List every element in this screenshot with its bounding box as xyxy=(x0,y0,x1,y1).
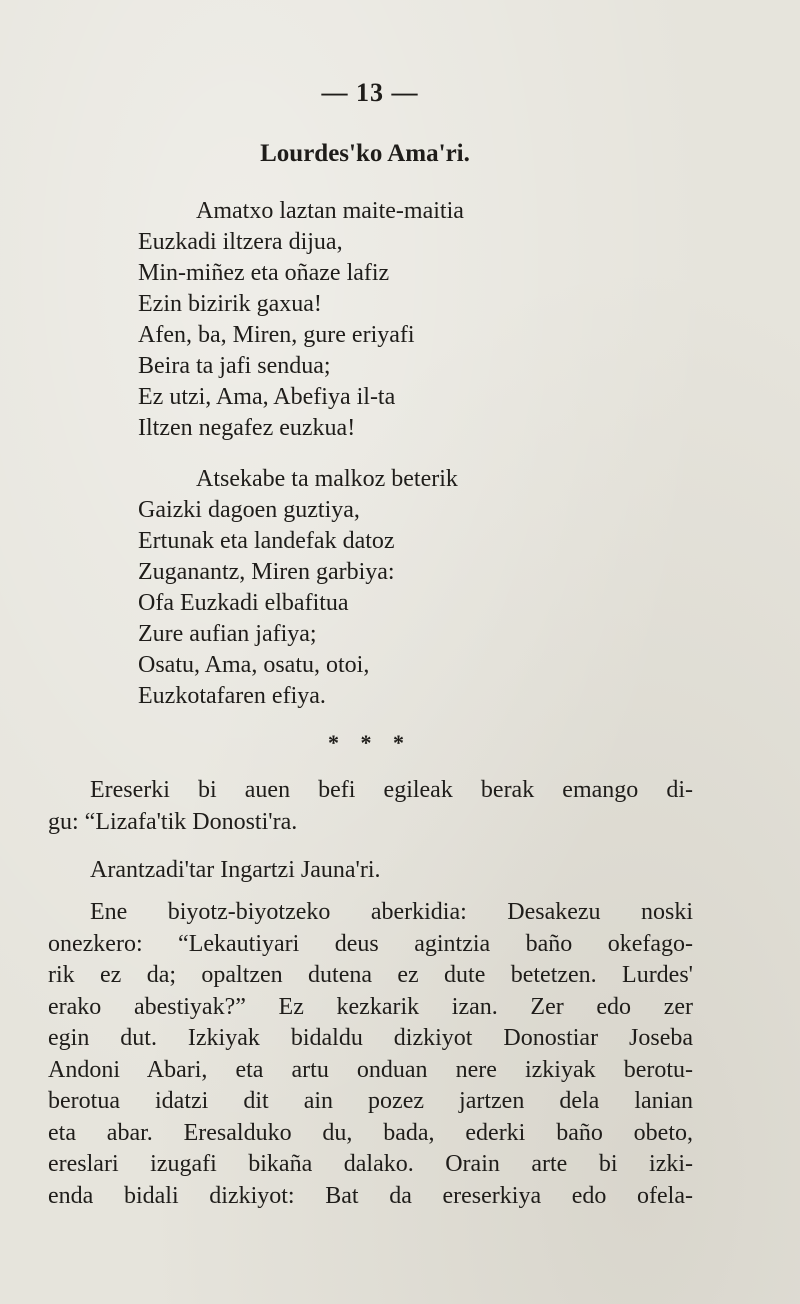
verse-line: Ez utzi, Ama, Abefiya il-ta xyxy=(138,384,396,410)
verse-line: Min-miñez eta oñaze lafiz xyxy=(138,260,390,286)
verse-line: Ertunak eta landefak datoz xyxy=(138,528,395,554)
verse-line: Ezin bizirik gaxua! xyxy=(138,291,322,317)
text-line: erako abestiyak?” Ez kezkarik izan. Zer edo zer xyxy=(48,993,693,1020)
verse-line: Beira ta jafi sendua; xyxy=(138,353,331,379)
verse-line: Amatxo laztan maite-maitia xyxy=(196,198,464,224)
text-line: Ene biyotz-biyotzeko aberkidia: Desakezu noski xyxy=(90,899,693,925)
text-line: rik ez da; opaltzen dutena ez dute betetzen. Lurdes' xyxy=(48,962,693,988)
text-line: egin dut. Izkiyak bidaldu dizkiyot Donostiar Joseba xyxy=(48,1025,693,1051)
poem-title: Lourdes'ko Ama'ri. xyxy=(260,140,470,167)
verse-line: Afen, ba, Miren, gure eriyafi xyxy=(138,322,415,348)
verse-line: Zure aufian jafiya; xyxy=(138,621,317,647)
verse-line: Euzkotafaren efiya. xyxy=(138,683,326,709)
section-separator: * * * xyxy=(328,730,412,755)
verse-line: Euzkadi iltzera dijua, xyxy=(138,229,343,255)
text-line: Ereserki bi auen befi egileak berak emango di- xyxy=(90,777,693,803)
verse-line: Zuganantz, Miren garbiya: xyxy=(138,559,395,585)
verse-line: Iltzen negafez euzkua! xyxy=(138,415,356,441)
text-line: Arantzadi'tar Ingartzi Jauna'ri. xyxy=(90,857,381,883)
letter-salutation xyxy=(48,855,693,887)
text-line: onezkero: “Lekautiyari deus agintzia baño okefago- xyxy=(48,930,693,957)
verse-line: Gaizki dagoen guztiya, xyxy=(138,497,360,523)
poem-stanza-1 xyxy=(138,196,464,444)
text-line: enda bidali dizkiyot: Bat da ereserkiya edo ofela- xyxy=(48,1182,693,1209)
verse-line: Osatu, Ama, osatu, otoi, xyxy=(138,652,370,678)
text-line: berotua idatzi dit ain pozez jartzen dela lanian xyxy=(48,1088,693,1114)
poem-stanza-2 xyxy=(138,464,458,712)
letter-body xyxy=(48,897,693,1212)
verse-line: Atsekabe ta malkoz beterik xyxy=(196,466,458,492)
text-line: gu: “Lizafa'tik Donosti'ra. xyxy=(48,808,298,835)
text-line: eta abar. Eresalduko du, bada, ederki baño obeto, xyxy=(48,1119,693,1146)
verse-line: Ofa Euzkadi elbafitua xyxy=(138,590,349,616)
text-line: ereslari izugafi bikaña dalako. Orain arte bi izki- xyxy=(48,1151,693,1177)
text-line: Andoni Abari, eta artu onduan nere izkiyak berotu- xyxy=(48,1056,693,1083)
paragraph-1 xyxy=(48,775,693,838)
page-number: — 13 — xyxy=(321,78,419,107)
